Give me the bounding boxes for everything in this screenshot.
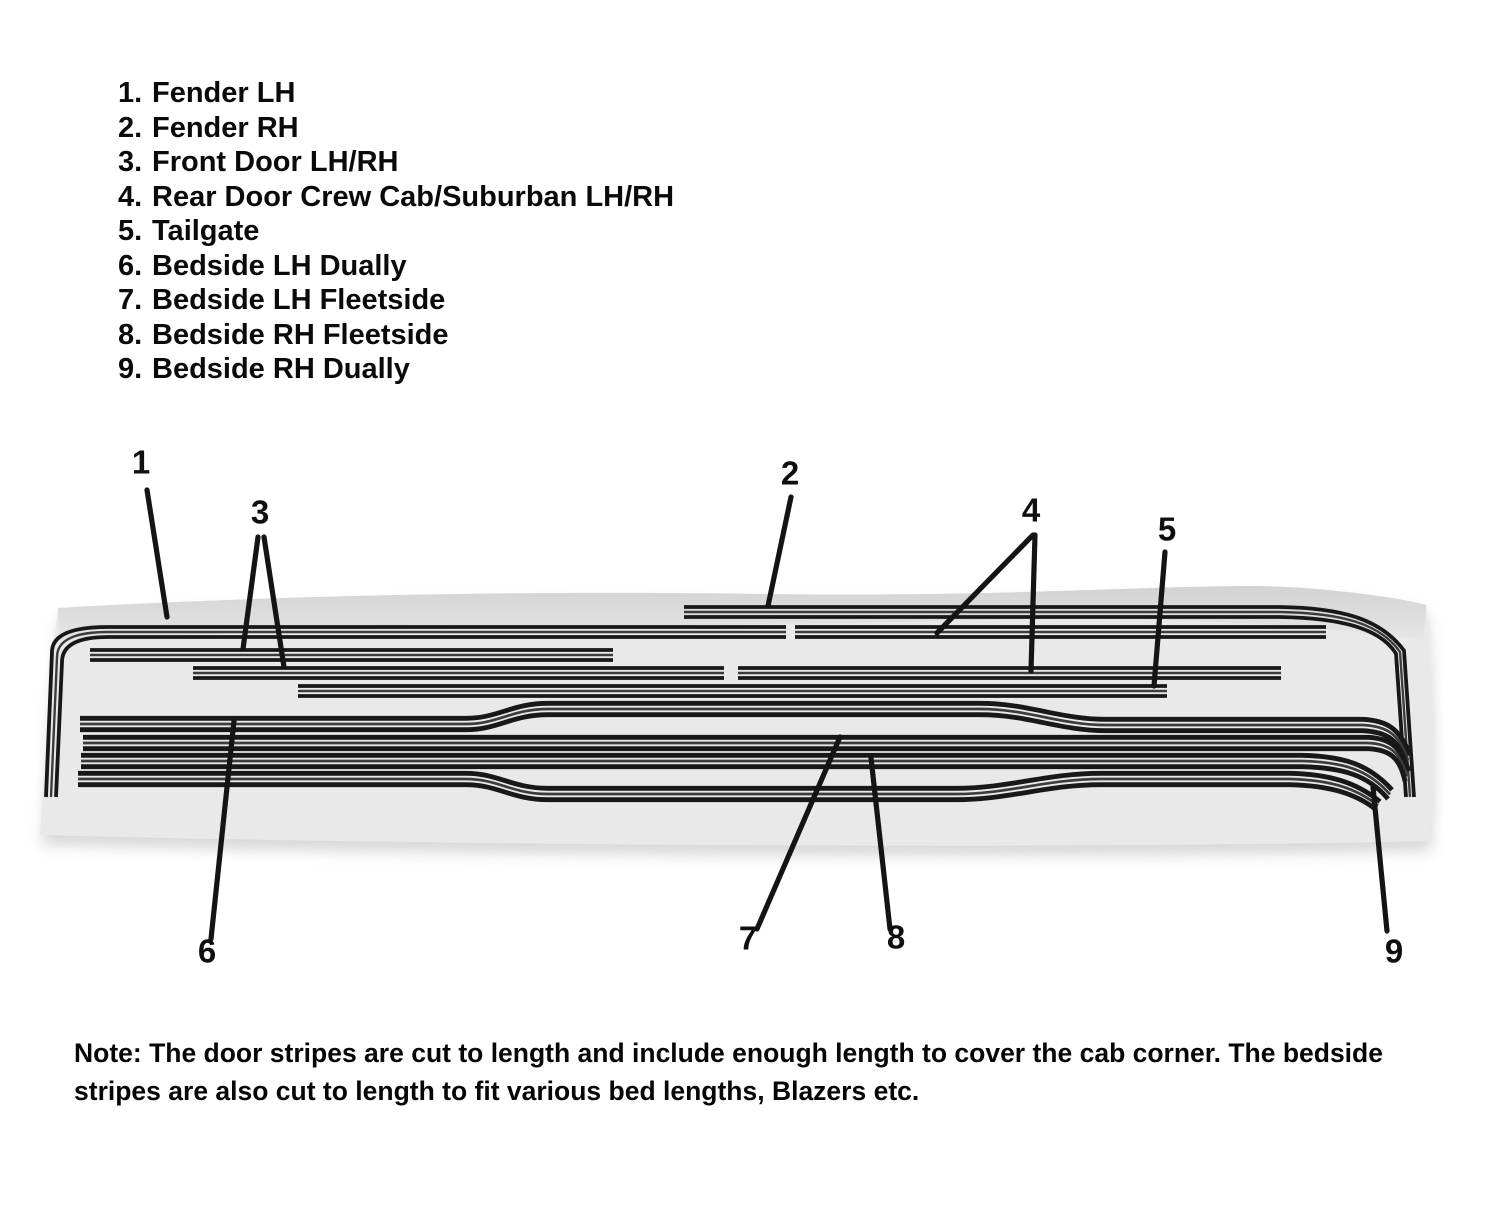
- part-number: 2.: [118, 111, 143, 144]
- callout-label-1: 1: [131, 443, 151, 481]
- part-number: 8.: [118, 318, 143, 351]
- part-number: 9.: [118, 353, 143, 385]
- callout-label-7: 7: [738, 919, 758, 957]
- stripe-rear-door-b: [738, 668, 1281, 678]
- part-number: 4.: [118, 180, 143, 213]
- note-text: Note: The door stripes are cut to length and include enough length to cover the cab corner. The bedside stripes are also cut to length to fit various bed lengths, Blazers etc.: [74, 1038, 1383, 1107]
- callout-label-6: 6: [197, 932, 217, 970]
- part-label: Bedside RH Fleetside: [152, 318, 449, 351]
- callout-label-2: 2: [780, 454, 800, 492]
- part-label: Rear Door Crew Cab/Suburban LH/RH: [152, 180, 675, 213]
- part-label: Front Door LH/RH: [152, 146, 399, 178]
- part-number: 3.: [118, 146, 143, 178]
- callout-line-1: [147, 490, 167, 617]
- part-number: 6.: [118, 249, 143, 282]
- callout-label-3: 3: [250, 493, 270, 531]
- stripe-front-door-b: [193, 668, 724, 678]
- part-label: Fender RH: [152, 111, 299, 144]
- part-label: Fender LH: [152, 77, 296, 109]
- part-label: Bedside LH Fleetside: [152, 284, 446, 316]
- part-label: Tailgate: [152, 215, 260, 247]
- part-number: 1.: [118, 77, 143, 109]
- callout-label-4: 4: [1021, 491, 1041, 529]
- stripe-front-door-a: [90, 650, 613, 660]
- callout-label-5: 5: [1157, 510, 1177, 548]
- part-number: 7.: [118, 284, 143, 316]
- stripe-rear-door-a: [795, 627, 1326, 637]
- part-number: 5.: [118, 215, 143, 247]
- stripe-tailgate: [298, 686, 1167, 696]
- callout-label-9: 9: [1384, 932, 1404, 970]
- part-label: Bedside LH Dually: [152, 249, 407, 282]
- callout-label-8: 8: [886, 918, 906, 956]
- part-label: Bedside RH Dually: [152, 353, 410, 385]
- callout-line-2: [768, 497, 791, 606]
